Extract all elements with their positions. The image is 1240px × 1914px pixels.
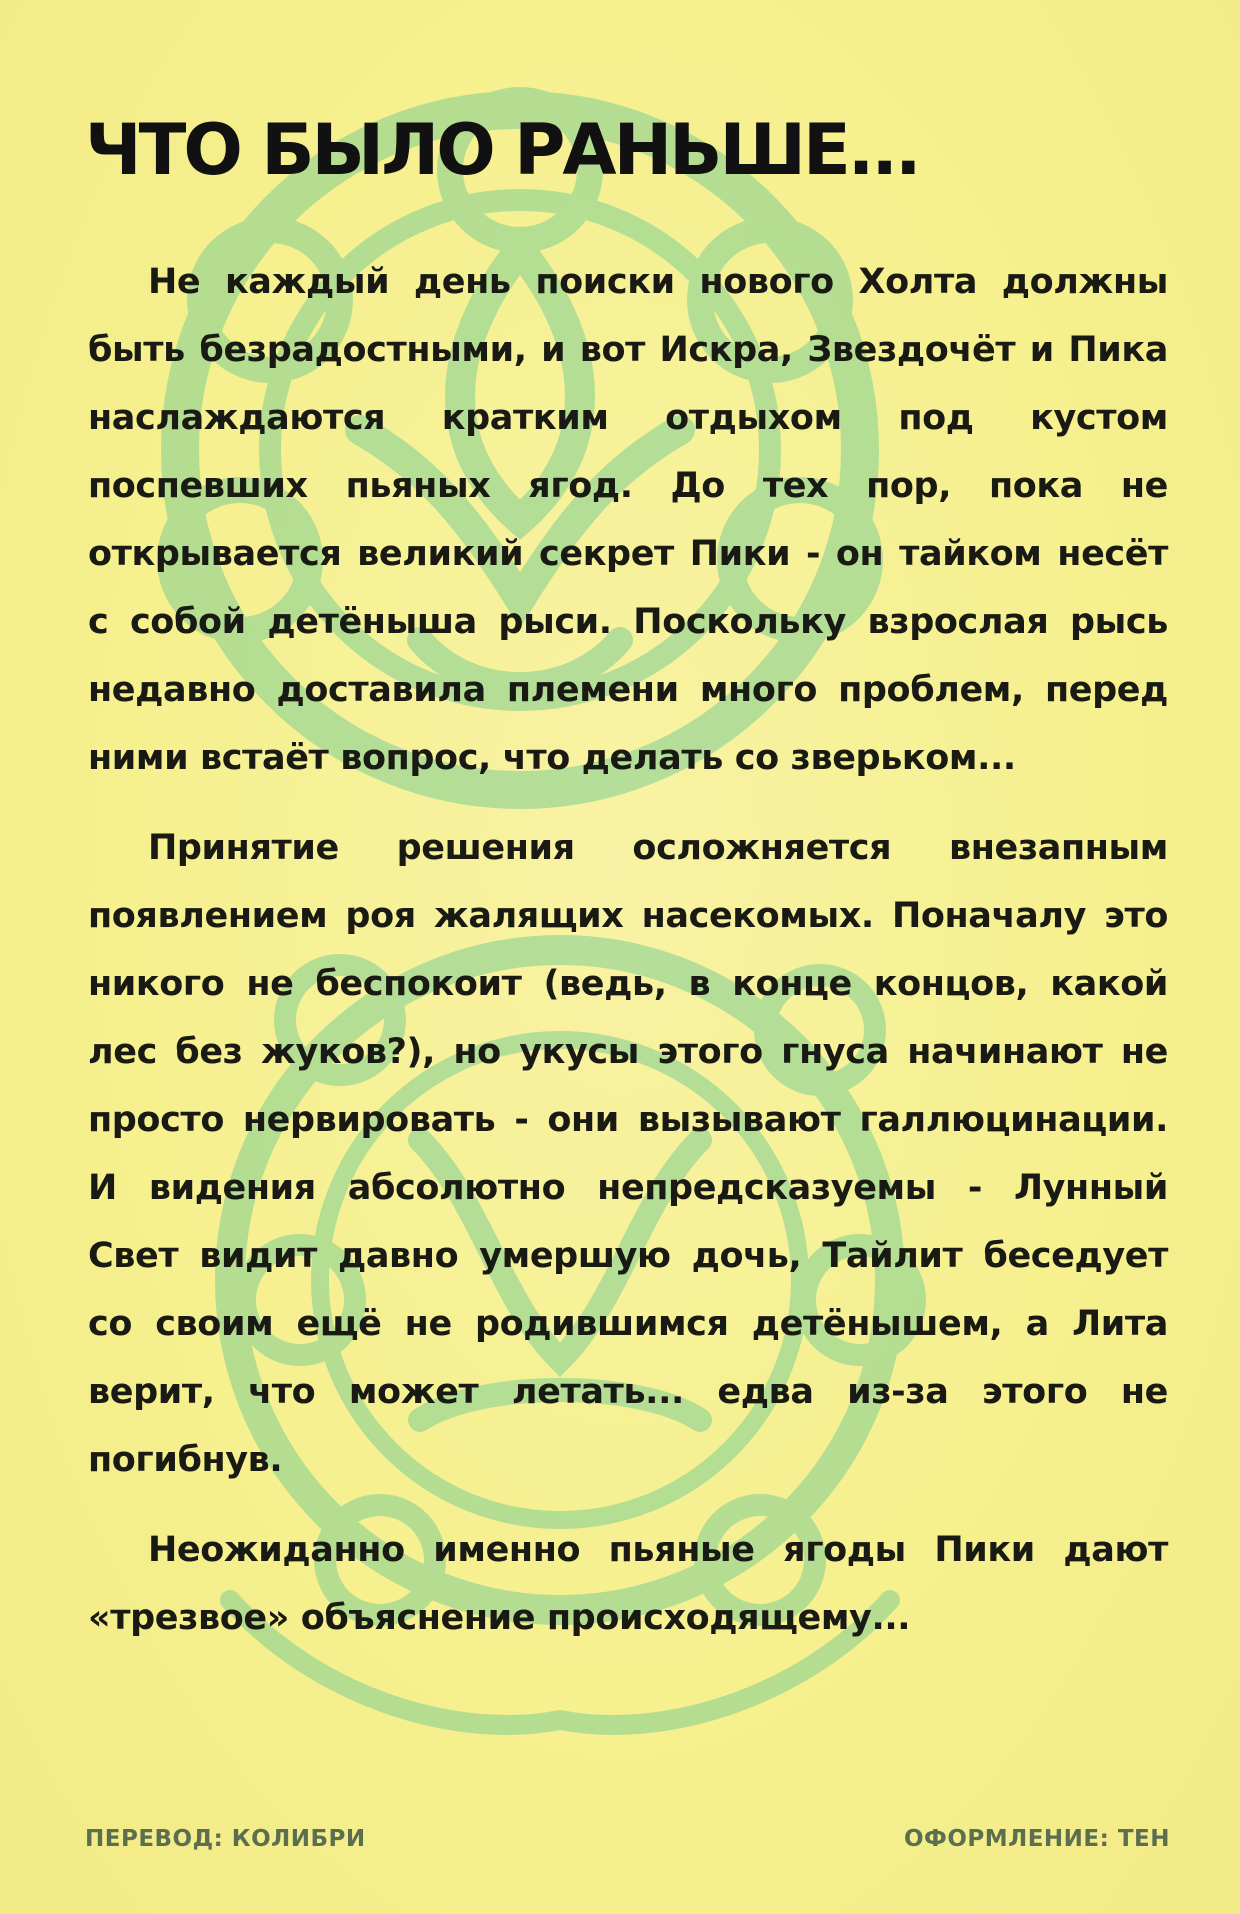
paragraph-1: Не каждый день поиски нового Холта должны быть безрадостными, и вот Искра, Звездочёт и Пика наслаждаются кратким отдыхом под кустом поспевших пьяных ягод. До тех пор, пока не открывается великий секрет Пики - он тайком несёт с собой детёныша рыси. Поскольку взрослая рысь недавно доставила племени много проблем, перед ними встаёт вопрос, что делать со зверьком... <box>88 262 1168 778</box>
paragraph-2: Принятие решения осложняется внезапным появлением роя жалящих насекомых. Поначалу это никого не беспокоит (ведь, в конце концов, какой лес без жуков?), но укусы этого гнуса начинают не просто нервировать - они вызывают галлюцинации. И видения абсолютно непредсказуемы - Лунный Свет видит давно умершую дочь, Тайлит беседует со своим ещё не родившимся детёнышем, а Лита верит, что может летать... едва из-за этого не погибнув. <box>88 828 1168 1480</box>
paragraph-3: Неожиданно именно пьяные ягоды Пики дают «трезвое» объяснение происходящему... <box>88 1530 1168 1638</box>
story-summary <box>88 248 1168 1674</box>
design-credit: ОФОРМЛЕНИЕ: ТЕН <box>903 1826 1170 1852</box>
translation-credit: ПЕРЕВОД: КОЛИБРИ <box>85 1826 366 1852</box>
credits <box>85 1826 1170 1852</box>
page-title: ЧТО БЫЛО РАНЬШЕ... <box>85 109 919 191</box>
